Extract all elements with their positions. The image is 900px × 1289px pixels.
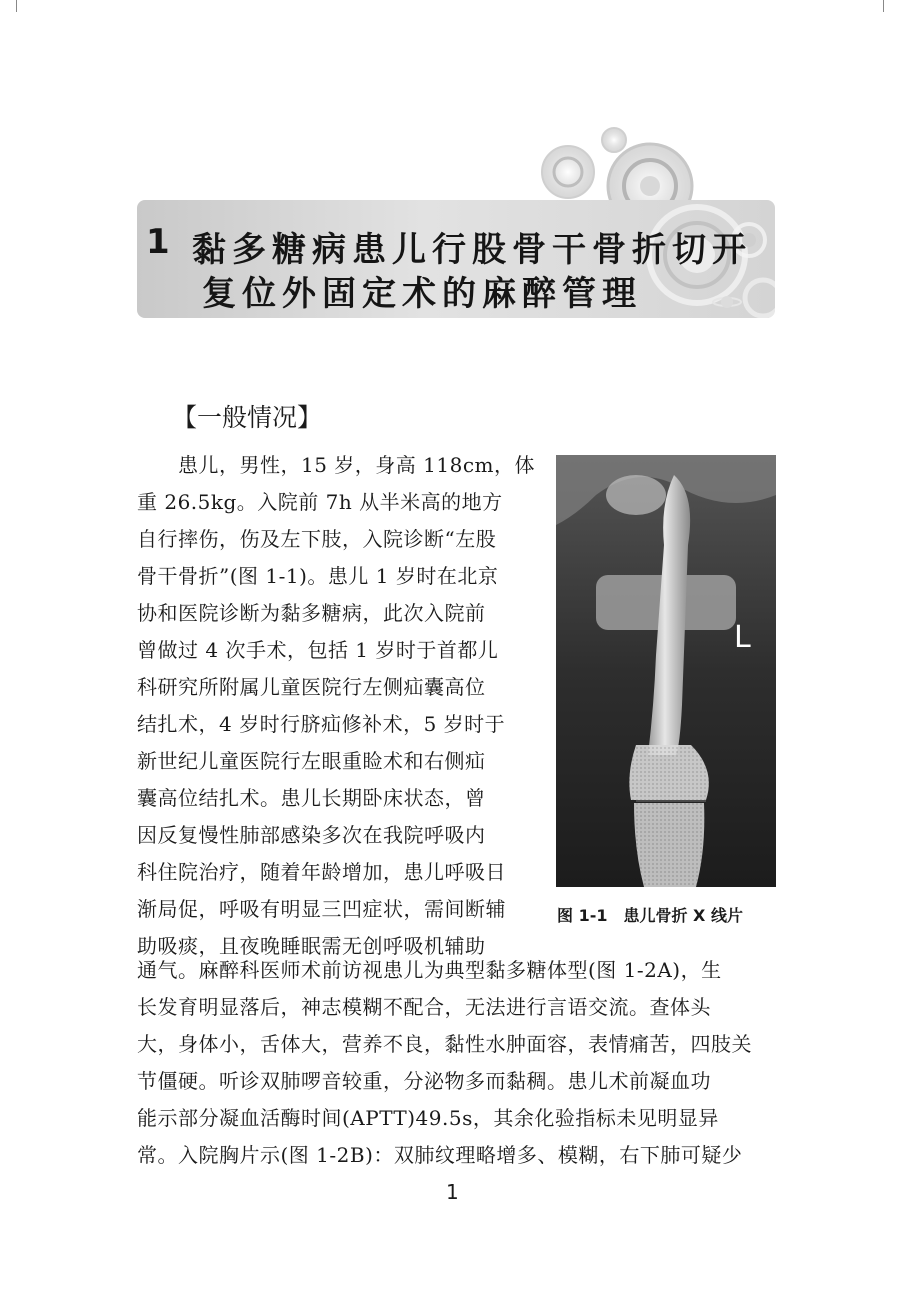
- body-line-15: 通气。麻醉科医师术前访视患儿为典型黏多糖体型(图 1-2A)，生: [137, 958, 722, 982]
- crop-mark-top-left: [16, 0, 17, 12]
- body-line-7: 科研究所附属儿童医院行左侧疝囊高位: [137, 675, 486, 699]
- title-line-1: 黏多糖病患儿行股骨干骨折切开: [192, 230, 752, 270]
- body-line-3: 自行摔伤，伤及左下肢，入院诊断“左股: [137, 527, 497, 551]
- body-line-18: 节僵硬。听诊双肺啰音较重，分泌物多而黏稠。患儿术前凝血功: [137, 1069, 711, 1093]
- body-line-20: 常。入院胸片示(图 1-2B)：双肺纹理略增多、模糊，右下肺可疑少: [137, 1143, 743, 1167]
- xray-image: [556, 455, 776, 887]
- figure-caption: 图 1-1 患儿骨折 X 线片: [557, 906, 743, 925]
- body-line-11: 因反复慢性肺部感染多次在我院呼吸内: [137, 823, 486, 847]
- body-line-9: 新世纪儿童医院行左眼重睑术和右侧疝: [137, 749, 486, 773]
- body-line-12: 科住院治疗，随着年龄增加，患儿呼吸日: [137, 860, 506, 884]
- body-line-10: 囊高位结扎术。患儿长期卧床状态，曾: [137, 786, 486, 810]
- section-heading: 【一般情况】: [172, 403, 323, 432]
- body-line-16: 长发育明显落后，神志模糊不配合，无法进行言语交流。查体头: [137, 995, 711, 1019]
- body-line-4: 骨干骨折”(图 1-1)。患儿 1 岁时在北京: [137, 564, 499, 588]
- body-line-13: 渐局促，呼吸有明显三凹症状，需间断辅: [137, 897, 506, 921]
- xray-side-marker: L: [734, 620, 751, 655]
- page-number: 1: [446, 1180, 459, 1204]
- body-line-14: 助吸痰，且夜晚睡眠需无创呼吸机辅助: [137, 934, 486, 958]
- body-line-5: 协和医院诊断为黏多糖病，此次入院前: [137, 601, 486, 625]
- body-line-2: 重 26.5kg。入院前 7h 从半米高的地方: [137, 490, 503, 514]
- body-line-6: 曾做过 4 次手术，包括 1 岁时于首都儿: [137, 638, 499, 662]
- title-line-2: 复位外固定术的麻醉管理: [202, 274, 642, 314]
- body-line-8: 结扎术，4 岁时行脐疝修补术，5 岁时于: [137, 712, 506, 736]
- body-line-19: 能示部分凝血活酶时间(APTT)49.5s，其余化验指标未见明显异: [137, 1106, 719, 1130]
- body-line-1: 患儿，男性，15 岁，身高 118cm，体: [137, 453, 536, 477]
- crop-mark-top-right: [883, 0, 884, 12]
- body-line-17: 大，身体小，舌体大，营养不良，黏性水肿面容，表情痛苦，四肢关: [137, 1032, 752, 1056]
- title-number: 1: [146, 222, 170, 262]
